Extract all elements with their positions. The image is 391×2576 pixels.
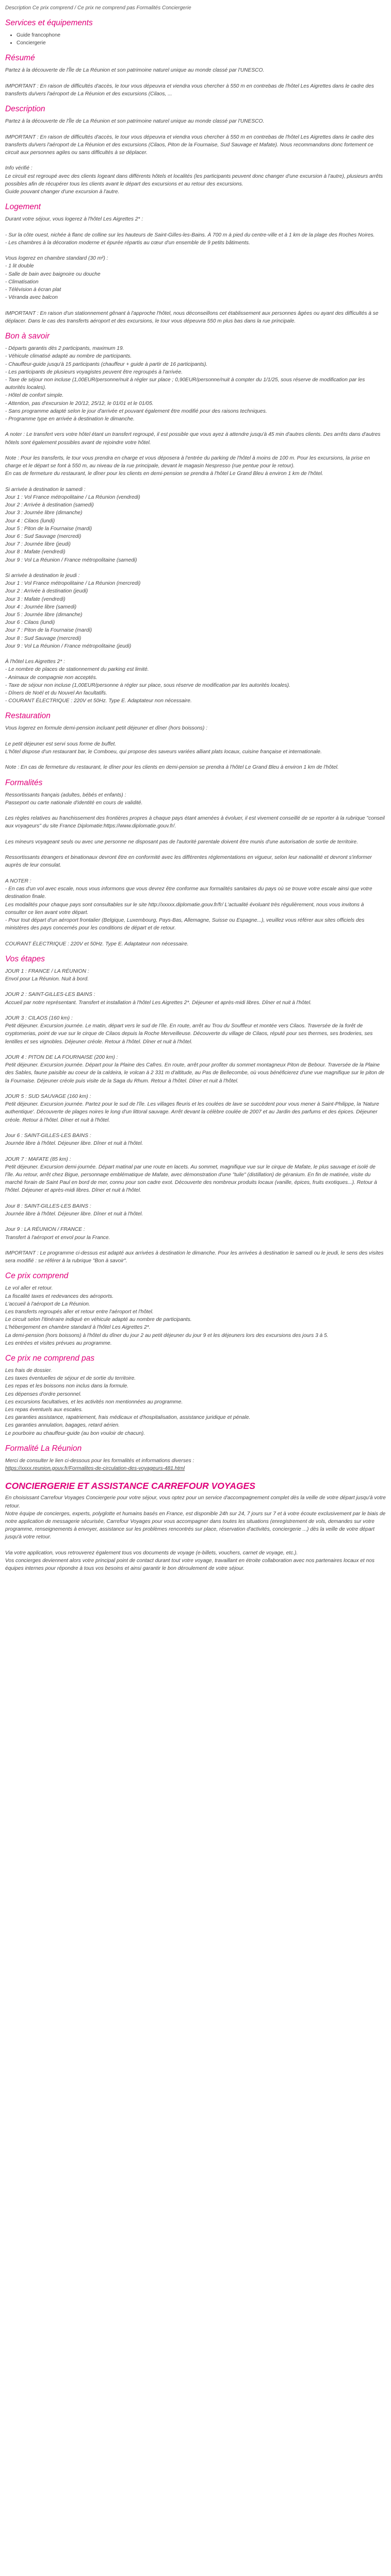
formalite-reunion-link[interactable]: https://xxxx.reunion.gouv.fr/Formalites-de-circulation-des-voyageurs-481.html (5, 1466, 185, 1472)
logement-title: Logement (5, 202, 41, 212)
restauration-text: Vous logerez en formule demi-pension incluant petit déjeuner et dîner (hors boissons) : Le petit déjeuner est servi sous forme de buffet. L'hôtel dispose d'un restaurant bar, le Comboeu, qui propose des saveurs variées alliant plats locaux, cuisine française et internationale. Note : En cas de fermeture du restaurant, le dîner pour les clients en demi-pension se prendra à l'hôtel Le Grand Bleu à environ 1 km de l'hôtel. (5, 725, 339, 771)
logement-section (5, 202, 386, 325)
bon-a-savoir-text: - Départs garantis dès 2 participants, maximum 19. - Véhicule climatisé adapté au nombre de participants. - Chauffeur-guide jusqu'à 15 participants (chauffeur + guide à partir de 16 participants). - Les participants de plusieurs voyagistes peuvent être regroupés à l'arrivée. - Taxe de séjour non incluse (1,00EUR/personne/nuit à régler sur place ; 0,90EUR/personne/nuit à compter du 1/1/25, sous réserve de modification par les autorités locales). - Hôtel de confort simple. - Attention, pas d'excursion le 20/12, 25/12, le 01/01 et le 01/05. - Sans programme adapté selon le jour d'arrivée et pouvant également être modifié pour des raisons techniques. - Programme type en arrivée à destination le dimanche. A noter : Le transfert vers votre hôtel étant un transfert regroupé, il est possible que vous ayez à attendre jusqu'à 45 min d'autres clients. Des arrêts dans d'autres hôtels sont également possibles avant de rejoindre votre hôtel. Note : Pour les transferts, le tour vous prendra en charge et vous déposera à l'entrée du parking de l'hôtel à moins de 100 m. Pour les excursions, la prise en charge et le départ se font à 550 m, au niveau de la rue principale, devant le magasin Nespresso (rue pentue pour le retour). En cas de fermeture du restaurant, le dîner pour les clients en demi-pension se prendra à l'hôtel Le Grand Bleu à environ 1 km de l'hôtel. Si arrivée à destination le samedi : Jour 1 : Vol France métropolitaine / La Réunion (vendredi) Jour 2 : Arrivée à destination (samedi) Jour 3 : Journée libre (dimanche) Jour 4 : Cilaos (lundi) Jour 5 : Piton de la Fournaise (mardi) Jour 6 : Sud Sauvage (mercredi) Jour 7 : Journée libre (jeudi) Jour 8 : Mafate (vendredi) Jour 9 : Vol La Réunion / France métropolitaine (samedi) Si arrivée à destination le jeudi : Jour 1 : Vol France métropolitaine / La Réunion (mercredi) Jour 2 : Arrivée à destination (jeudi) Jour 3 : Mafate (vendredi) Jour 4 : Journée libre (samedi) Jour 5 : Journée libre (dimanche) Jour 6 : Cilaos (lundi) Jour 7 : Piton de la Fournaise (mardi) Jour 8 : Sud Sauvage (mercredi) Jour 9 : Vol La Réunion / France métropolitaine (jeudi) À l'hôtel Les Aigrettes 2* : - Le nombre de places de stationnement du parking est limité. - Animaux de compagnie non acceptés. - Taxe de séjour non incluse (1,00EUR/personne à régler sur place, sous réserve de modification par les autorités locales). - Dîners de Noël et du Nouvel An facultatifs. - COURANT ÉLECTRIQUE : 220V et 50Hz. Type E. Adaptateur non nécessaire. (5, 346, 381, 704)
description-text: Partez à la découverte de l'Île de La Réunion et son patrimoine naturel unique au monde classé par l'UNESCO. IMPORTANT : En raison de difficultés d'accès, le tour vous dépeuvra et viendra vous chercher à 550 m en contrebas de l'hôtel Les Aigrettes dans le cadre des transferts du/vers l'aéroport de La Réunion et des excursions (Cilaos, Piton de la Fournaise, Sud Sauvage et Mafate). Nous recommandons donc fortement ce circuit aux personnes agiles ou sans difficultés à se déplacer. Info vérifié : Le circuit est regroupé avec des clients logeant dans différents hôtels et localités (les participants peuvent donc changer d'une excursion à l'autre), plusieurs arrêts possibles afin de récupérer tous les clients avant le départ des excursions et au retour des excursions. Guide pouvant changer d'une excursion à l'autre. (5, 118, 383, 195)
resume-title: Résumé (5, 54, 35, 63)
list-item: • Guide francophone (17, 31, 386, 39)
description-section (5, 104, 386, 196)
etapes-text: JOUR 1 : FRANCE / LA RÉUNION : Envol pour La Réunion. Nuit à bord. JOUR 2 : SAINT-GILLES-LES BAINS : Accueil par notre représentant. Transfert et installation à l'hôtel Les Aigrettes 2*. Déjeuner et après-midi libres. Dîner et nuit à l'hôtel. JOUR 3 : CILAOS (160 km) : Petit déjeuner. Excursion journée. Le matin, départ vers le sud de l'île. En route, arrêt au Trou du Souffleur et montée vers Cilaos. Traversée de la forêt de cryptomerias, point de vue sur le cirque de Cilaos depuis la Roche Merveilleuse. Découverte du village de Cilaos, réputé pour ses thermes, ses broderies, ses lentilles et ses vignobles. Déjeuner créole. Retour à l'hôtel. Dîner et nuit à l'hôtel. JOUR 4 : PITON DE LA FOURNAISE (200 km) : Petit déjeuner. Excursion journée. Départ pour la Plaine des Cafres. En route, arrêt pour profiter du sommet montagneux Piton de Bebour. Traversée de la Plaine des Sables, faune paisible au coeur de la caldeira, le volcan à 2 331 m d'altitude, au Pas de Bellecombe, où vous bénéficierez d'une vue magnifique sur le piton de la Fournaise. Déjeuner créole puis visite de la Saga du Rhum. Retour à l'hôtel. Dîner et nuit à l'hôtel. JOUR 5 : SUD SAUVAGE (160 km) : Petit déjeuner. Excursion journée. Partez pour le sud de l'île. Les villages fleuris et les coulées de lave se succèdent pour vous mener à Saint-Philippe, la 'Nature authentique'. Découverte de plages noires le long d'un littoral sauvage. Arrêt devant la célèbre coulée de 2007 et au Jardin des parfums et des épices. Déjeuner créole. Retour à l'hôtel. Dîner et nuit à l'hôtel. Jour 6 : SAINT-GILLES-LES BAINS : Journée libre à l'hôtel. Déjeuner libre. Dîner et nuit à l'hôtel. JOUR 7 : MAFATE (85 km) : Petit déjeuner. Excursion demi-journée. Départ matinal par une route en lacets. Au sommet, magnifique vue sur le cirque de Mafate, le plus sauvage et isolé de l'île. Au retour, arrêt chez Bigue, personnage emblématique de Mafate, avec démonstration d'une "tuile" (distillation) de géranium. En fin de matinée, visite du marché forain de Saint Paul en bord de mer, connu pour son cadre exot. Découverte des nombreux produits locaux (vanille, épices, fruits exotiques...). Retour à l'hôtel. Déjeuner et après-midi libres. Dîner et nuit à l'hôtel. Jour 8 : SAINT-GILLES-LES BAINS : Journée libre à l'hôtel. Déjeuner libre. Dîner et nuit à l'hôtel. Jour 9 : LA RÉUNION / FRANCE : Transfert à l'aéroport et envol pour la France. IMPORTANT : Le programme ci-dessus est adapté aux arrivées à destination le dimanche. Pour les arrivées à destination le samedi ou le jeudi, le sens des visites sera modifié : se référer à la rubrique "Bon à savoir". (5, 968, 385, 1264)
resume-section (5, 53, 386, 98)
formalite-reunion-intro: Merci de consulter le lien ci-dessous pour les formalités et informations diverses : (5, 1458, 194, 1464)
bon-a-savoir-section (5, 331, 386, 705)
logement-text: Durant votre séjour, vous logerez à l'hôtel Les Aigrettes 2* : - Sur la côte ouest, nichée à flanc de colline sur les hauteurs de Saint-Gilles-les-Bains. À 700 m à pied du centre-ville et à 1 km de la plage des Roches Noires. - Les chambres à la décoration moderne et épurée répartis au cœur d'un ensemble de 9 petits bâtiments. Vous logerez en chambre standard (30 m²) : - 1 lit double - Salle de bain avec baignoire ou douche - Climatisation - Télévision à écran plat - Véranda avec balcon IMPORTANT : En raison d'un stationnement gênant à l'approche l'hôtel, nous déconseillons cet établissement aux personnes âgées ou ayant des difficultés à se déplacer. Dans le cas des transferts aéroport et des excursions, le tour vous dépeuvra 550 m plus bas dans la rue principale. (5, 216, 379, 324)
conciergerie-section (5, 1481, 386, 1572)
etapes-section (5, 954, 386, 1265)
list-item: • Conciergerie (17, 39, 386, 47)
ne-comprend-pas-text: Les frais de dossier. Les taxes éventuelles de séjour et de sortie du territoire. Les repas et les boissons non inclus dans la formule. Les dépenses d'ordre personnel. Les excursions facultatives, et les activités non mentionnées au programme. Les repas éventuels aux escales. Les garanties assistance, rapatriement, frais médicaux et d'hospitalisation, assistance juridique et pénale. Les garanties annulation, bagages, retard aérien. Le pourboire au chauffeur-guide (au bon vouloir de chacun). (5, 1368, 251, 1436)
formalites-text: Ressortissants français (adultes, bébés et enfants) : Passeport ou carte nationale d'identité en cours de validité. Les règles relatives au franchissement des frontières propres à chaque pays étant amenées à évoluer, il est vivement conseillé de se reporter à la rubrique "conseil aux voyageurs" du site France Diplomatie:https://www.diplomatie.gouv.fr/. Les mineurs voyageant seuls ou avec une personne ne disposant pas de l'autorité parentale doivent être munis d'une autorisation de sortie de territoire. Ressortissants étrangers et binationaux devront être en conformité avec les différentes réglementations en vigueur, selon leur nationalité et devront s'informer auprès de leur consulat. A NOTER : - En cas d'un vol avec escale, nous vous informons que vous devrez être conforme aux formalités sanitaires du pays où se trouve votre escale ainsi que votre destination finale. Les modalités pour chaque pays sont consultables sur le site http://xxxxx.diplomatie.gouv.fr/fr/ L'actualité évoluant très régulièrement, nous vous invitons à consulter ce lien avant votre départ. - Pour tout départ d'un aéroport frontalier (Belgique, Luxembourg, Pays-Bas, Allemagne, Suisse ou Espagne...), veuillez vous référer aux sites officiels des ministères des pays concernés pour les conditions de départ et de retour. COURANT ÉLECTRIQUE : 220V et 50Hz. Type E. Adaptateur non nécessaire. (5, 792, 385, 947)
bon-a-savoir-title: Bon à savoir (5, 332, 50, 341)
ne-comprend-pas-section (5, 1353, 386, 1437)
formalites-section (5, 778, 386, 948)
resume-text: Partez à la découverte de l'Île de La Réunion et son patrimoine naturel unique au monde classé par l'UNESCO. IMPORTANT : En raison de difficultés d'accès, le tour vous dépeuvra et viendra vous chercher à 550 m en contrebas de l'hôtel Les Aigrettes dans le cadre des transferts du/vers l'aéroport de La Réunion et des excursions (Cilaos, ... (5, 67, 374, 97)
comprend-text: Le vol aller et retour. La fiscalité taxes et redevances des aéroports. L'accueil à l'aéroport de La Réunion. Les transferts regroupés aller et retour entre l'aéroport et l'hôtel. Le circuit selon l'itinéraire indiqué en véhicule adapté au nombre de participants. L'hébergement en chambre standard à l'hôtel Les Aigrettes 2*. La demi-pension (hors boissons) à l'hôtel du dîner du jour 2 au petit déjeuner du jour 9 et les déjeuners lors des excursions des jours 3 à 5. Les entrées et visites prévues au programme. (5, 1285, 329, 1346)
restauration-section (5, 711, 386, 771)
etapes-title: Vos étapes (5, 954, 45, 963)
services-list (5, 31, 386, 47)
formalite-reunion-text (5, 1457, 386, 1472)
breadcrumb: Description Ce prix comprend / Ce prix ne comprend pas Formalités Conciergerie (5, 5, 191, 11)
formalite-reunion-section (5, 1444, 386, 1472)
services-title: Services et équipements (5, 19, 93, 28)
restauration-title: Restauration (5, 711, 51, 721)
conciergerie-title: CONCIERGERIE ET ASSISTANCE CARREFOUR VOYAGES (5, 1481, 255, 1492)
conciergerie-text: En choisissant Carrefour Voyages Conciergerie pour votre séjour, vous optez pour un service d'accompagnement complet dès la veille de votre départ jusqu'à votre retour. Notre équipe de concierges, experts, polyglotte et humains basés en France, est disponible 24h sur 24, 7 jours sur 7 et à votre écoute exclusivement par le biais de notre application de messagerie sécurisée, Carrefour Voyages pour vous accompagner dans toutes les situations (enregistrement de vols, demandes sur votre programme, renseignements à envoyer, assistance sur les problèmes rencontrés sur place, réservation d'activités, conciergerie ...) dès la veille de votre départ jusqu'à votre retour. Via votre application, vous retrouverez également tous vos documents de voyage (e-billets, vouchers, carnet de voyage, etc.). Vos concierges deviennent alors votre principal point de contact durant tout votre voyage, travaillant en étroite collaboration avec nos partenaires locaux et nos équipes internes pour répondre à tous vos besoins et ainsi garantir le bon déroulement de votre séjour. (5, 1495, 386, 1572)
description-title: Description (5, 105, 45, 114)
ne-comprend-pas-title: Ce prix ne comprend pas (5, 1354, 95, 1363)
comprend-section (5, 1271, 386, 1347)
services-section (5, 18, 386, 47)
comprend-title: Ce prix comprend (5, 1272, 69, 1281)
formalites-title: Formalités (5, 778, 43, 787)
formalite-reunion-title: Formalité La Réunion (5, 1444, 82, 1453)
